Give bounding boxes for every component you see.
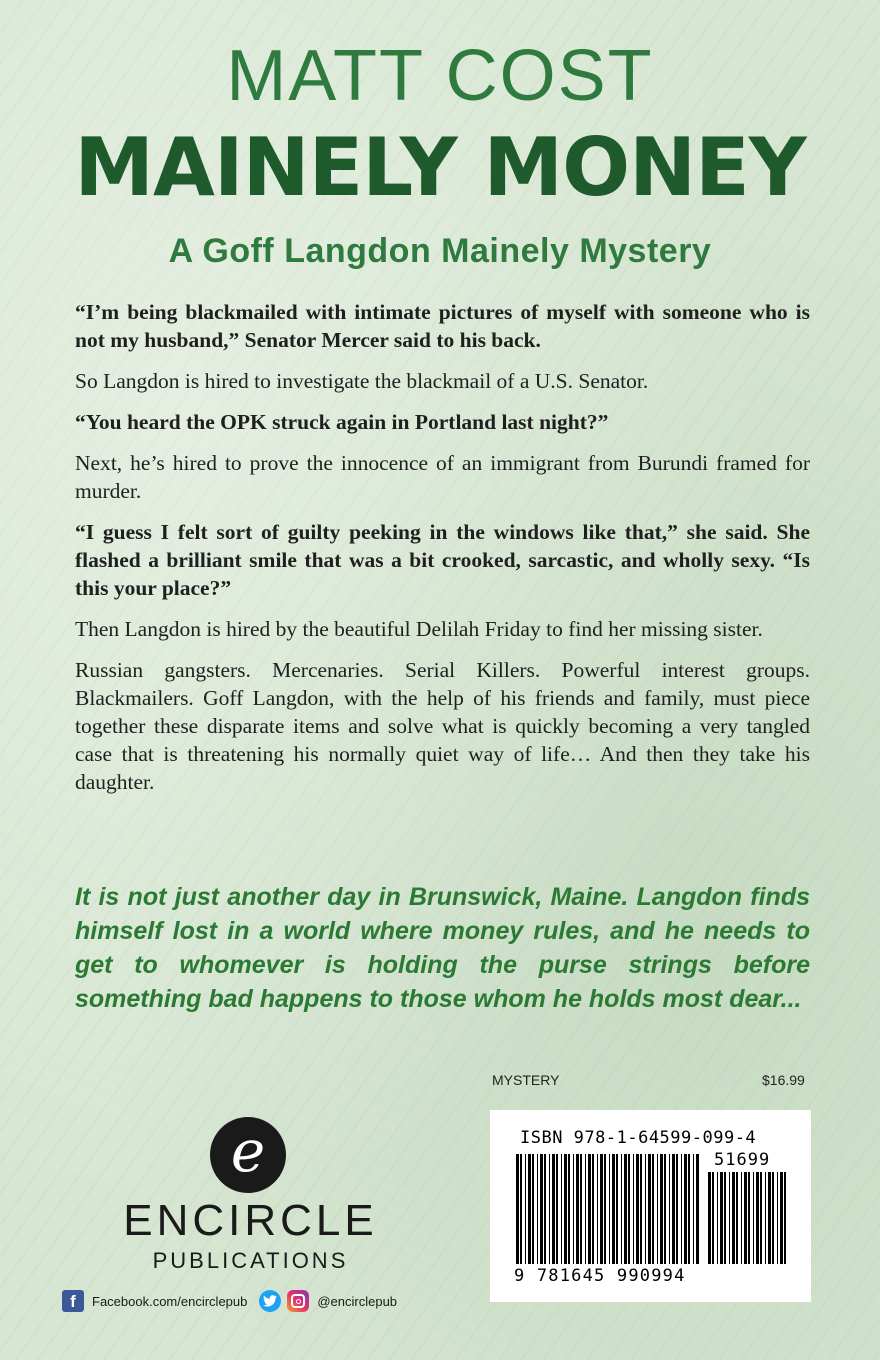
barcode-bar	[729, 1172, 730, 1264]
barcode-bar	[753, 1172, 754, 1264]
barcode-bar	[768, 1172, 771, 1264]
barcode-bar	[588, 1154, 591, 1264]
barcode-bar	[732, 1172, 735, 1264]
barcode-bar	[660, 1154, 663, 1264]
barcode-bar	[624, 1154, 627, 1264]
barcode-bar	[621, 1154, 622, 1264]
publisher-name: ENCIRCLE	[123, 1196, 378, 1245]
addon-number: 51699	[714, 1150, 771, 1170]
barcode-bar	[640, 1154, 642, 1264]
barcode-box	[490, 1110, 811, 1302]
barcode-bar	[784, 1172, 786, 1264]
barcode-bar	[669, 1154, 670, 1264]
barcode-bar	[628, 1154, 630, 1264]
book-title: MAINELY MONEY	[74, 121, 806, 214]
barcode-bar	[576, 1154, 579, 1264]
barcode-bar	[717, 1172, 718, 1264]
barcode-bar	[681, 1154, 682, 1264]
barcode-bar	[765, 1172, 766, 1264]
blurb-paragraph: “You heard the OPK struck again in Portland last night?”	[75, 410, 609, 434]
barcode-bar	[693, 1154, 694, 1264]
barcode-bar	[544, 1154, 546, 1264]
publisher-subtitle: PUBLICATIONS	[152, 1248, 349, 1273]
barcode-bar	[664, 1154, 666, 1264]
barcode-bar	[525, 1154, 526, 1264]
barcode-bar	[657, 1154, 658, 1264]
barcode-bar	[780, 1172, 783, 1264]
barcode-bar	[573, 1154, 574, 1264]
barcode-bar	[736, 1172, 738, 1264]
barcode-bar	[580, 1154, 582, 1264]
barcode-bar	[537, 1154, 538, 1264]
barcode-bar	[592, 1154, 594, 1264]
barcode-bar	[672, 1154, 675, 1264]
twitter-icon[interactable]	[259, 1290, 281, 1312]
book-subtitle: A Goff Langdon Mainely Mystery	[168, 232, 712, 270]
barcode-bar	[772, 1172, 774, 1264]
barcode-bar	[540, 1154, 543, 1264]
social-handle[interactable]: @encirclepub	[317, 1293, 398, 1309]
blurb	[75, 298, 810, 809]
barcode-bar	[516, 1154, 519, 1264]
barcode-bar	[600, 1154, 603, 1264]
barcode-bar	[777, 1172, 778, 1264]
facebook-link[interactable]: Facebook.com/encirclepub	[92, 1293, 248, 1309]
blurb-paragraph: “I’m being blackmailed with intimate pictures of myself with someone who is not my husband,” Senator Mercer said to his back.	[75, 300, 810, 352]
addon-barcode	[708, 1172, 788, 1264]
barcode-bar	[684, 1154, 687, 1264]
barcode-bar	[532, 1154, 534, 1264]
logo-letter: e	[230, 1117, 266, 1185]
barcode-bar	[528, 1154, 531, 1264]
barcode-bar	[616, 1154, 618, 1264]
isbn-label: ISBN 978-1-64599-099-4	[520, 1128, 757, 1148]
barcode-bar	[688, 1154, 690, 1264]
barcode-bar	[556, 1154, 558, 1264]
barcode-bar	[652, 1154, 654, 1264]
barcode-bar	[597, 1154, 598, 1264]
barcode-bar	[741, 1172, 742, 1264]
tagline: It is not just another day in Brunswick, Maine. Langdon finds himself lost in a world where money rules, and he needs to get to whomever is holding the purse strings before something bad happens to those whom he holds most dear...	[75, 883, 810, 1013]
barcode-bar	[724, 1172, 726, 1264]
facebook-icon[interactable]: f	[62, 1290, 84, 1312]
barcode-bar	[756, 1172, 759, 1264]
genre-label: MYSTERY	[492, 1072, 560, 1088]
barcode-bar	[648, 1154, 651, 1264]
publisher-logo	[210, 1117, 286, 1193]
barcode-bar	[720, 1172, 723, 1264]
barcode-bar	[564, 1154, 567, 1264]
barcode-bar	[712, 1172, 714, 1264]
author-name: MATT COST	[226, 36, 654, 116]
barcode-bar	[696, 1154, 699, 1264]
blurb-paragraph: Russian gangsters. Mercenaries. Serial Killers. Powerful interest groups. Blackmailers. Goff Langdon, with the help of his friends and family, must piece together these disparate items and solve what is quickly becoming a very tangled case that is threatening his normally quiet way of life… And then they take his daughter.	[75, 658, 810, 794]
barcode-bar	[748, 1172, 750, 1264]
barcode-bar	[561, 1154, 562, 1264]
barcode-bar	[585, 1154, 586, 1264]
barcode-bar	[552, 1154, 555, 1264]
barcode-bar	[636, 1154, 639, 1264]
barcode-bar	[633, 1154, 634, 1264]
barcode-bar	[744, 1172, 747, 1264]
barcode-bar	[708, 1172, 711, 1264]
barcode-bar	[676, 1154, 678, 1264]
social-links	[62, 1289, 397, 1313]
ean-barcode	[516, 1154, 701, 1264]
barcode-bar	[760, 1172, 762, 1264]
barcode-bar	[612, 1154, 615, 1264]
instagram-icon[interactable]	[287, 1290, 309, 1312]
blurb-paragraph: Then Langdon is hired by the beautiful Delilah Friday to find her missing sister.	[75, 617, 763, 641]
barcode-bar	[549, 1154, 550, 1264]
barcode-bar	[604, 1154, 606, 1264]
blurb-paragraph: So Langdon is hired to investigate the blackmail of a U.S. Senator.	[75, 369, 649, 393]
blurb-paragraph: “I guess I felt sort of guilty peeking in the windows like that,” she said. She flashed a brilliant smile that was a bit crooked, sarcastic, and wholly sexy. “Is this your place?”	[75, 520, 810, 600]
barcode-bar	[568, 1154, 570, 1264]
ean-digits: 9 781645 990994	[514, 1266, 686, 1286]
price-label: $16.99	[762, 1072, 805, 1088]
barcode-bar	[609, 1154, 610, 1264]
barcode-bar	[520, 1154, 522, 1264]
blurb-paragraph: Next, he’s hired to prove the innocence of an immigrant from Burundi framed for murder.	[75, 451, 810, 503]
barcode-bar	[645, 1154, 646, 1264]
